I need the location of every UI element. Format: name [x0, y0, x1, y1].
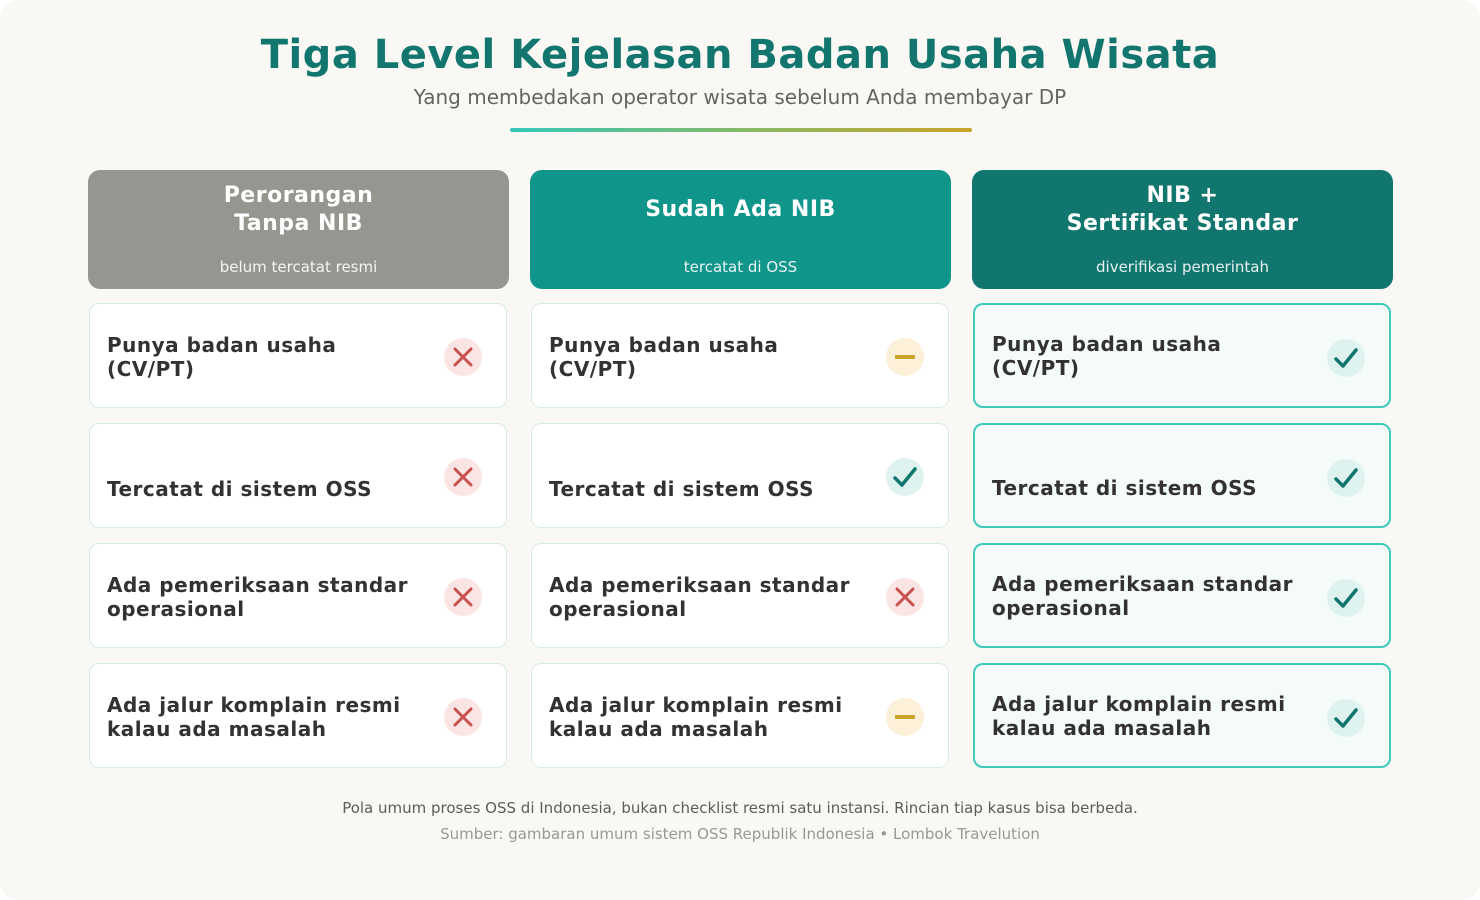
- criteria-cell: [973, 663, 1391, 768]
- cross-icon: [444, 698, 482, 736]
- criteria-label: Ada jalur komplain resmi kalau ada masalah: [992, 692, 1286, 740]
- column-name: Perorangan Tanpa NIB: [223, 183, 374, 236]
- criteria-cell: [89, 543, 507, 648]
- cross-icon: [886, 578, 924, 616]
- criteria-cell: [531, 543, 949, 648]
- criteria-label: Ada pemeriksaan standar operasional: [107, 573, 409, 621]
- criteria-label: Ada jalur komplain resmi kalau ada masalah: [107, 693, 401, 741]
- criteria-cell: [531, 303, 949, 408]
- criteria-label: Ada pemeriksaan standar operasional: [549, 573, 851, 621]
- criteria-cell: [531, 663, 949, 768]
- criteria-cell: [89, 423, 507, 528]
- footnote: Pola umum proses OSS di Indonesia, bukan checklist resmi satu instansi. Rincian tiap kasus bisa berbeda.: [342, 799, 1138, 817]
- column-header-individual: [88, 170, 509, 289]
- check-icon: [1327, 699, 1365, 737]
- check-icon: [1327, 339, 1365, 377]
- criteria-cell: [973, 423, 1391, 528]
- criteria-label: Punya badan usaha (CV/PT): [107, 333, 337, 381]
- column-name: Sudah Ada NIB: [645, 197, 836, 222]
- column-description: diverifikasi pemerintah: [1096, 258, 1269, 276]
- column-description: belum tercatat resmi: [219, 258, 378, 276]
- criteria-cell: [89, 663, 507, 768]
- page-title: Tiga Level Kejelasan Badan Usaha Wisata: [260, 32, 1220, 78]
- criteria-label: Punya badan usaha (CV/PT): [549, 333, 779, 381]
- minus-icon: [886, 338, 924, 376]
- cross-icon: [444, 338, 482, 376]
- criteria-label: Punya badan usaha (CV/PT): [992, 332, 1222, 380]
- source-credit: Sumber: gambaran umum sistem OSS Republik Indonesia • Lombok Travelution: [440, 825, 1040, 843]
- cross-icon: [444, 578, 482, 616]
- column-header-nib: [530, 170, 951, 289]
- criteria-label: Tercatat di sistem OSS: [992, 476, 1257, 500]
- criteria-cell: [973, 303, 1391, 408]
- criteria-cell: [973, 543, 1391, 648]
- check-icon: [886, 458, 924, 496]
- check-icon: [1327, 579, 1365, 617]
- minus-icon: [886, 698, 924, 736]
- page-subtitle: Yang membedakan operator wisata sebelum Anda membayar DP: [413, 85, 1067, 109]
- column-name: NIB + Sertifikat Standar: [1066, 183, 1299, 236]
- criteria-cell: [531, 423, 949, 528]
- criteria-label: Ada jalur komplain resmi kalau ada masalah: [549, 693, 843, 741]
- cross-icon: [444, 458, 482, 496]
- criteria-label: Ada pemeriksaan standar operasional: [992, 572, 1294, 620]
- column-header-certified: [972, 170, 1393, 289]
- criteria-label: Tercatat di sistem OSS: [549, 477, 814, 501]
- column-description: tercatat di OSS: [683, 258, 798, 276]
- criteria-label: Tercatat di sistem OSS: [107, 477, 372, 501]
- title-accent-divider: [510, 128, 972, 132]
- criteria-cell: [89, 303, 507, 408]
- check-icon: [1327, 459, 1365, 497]
